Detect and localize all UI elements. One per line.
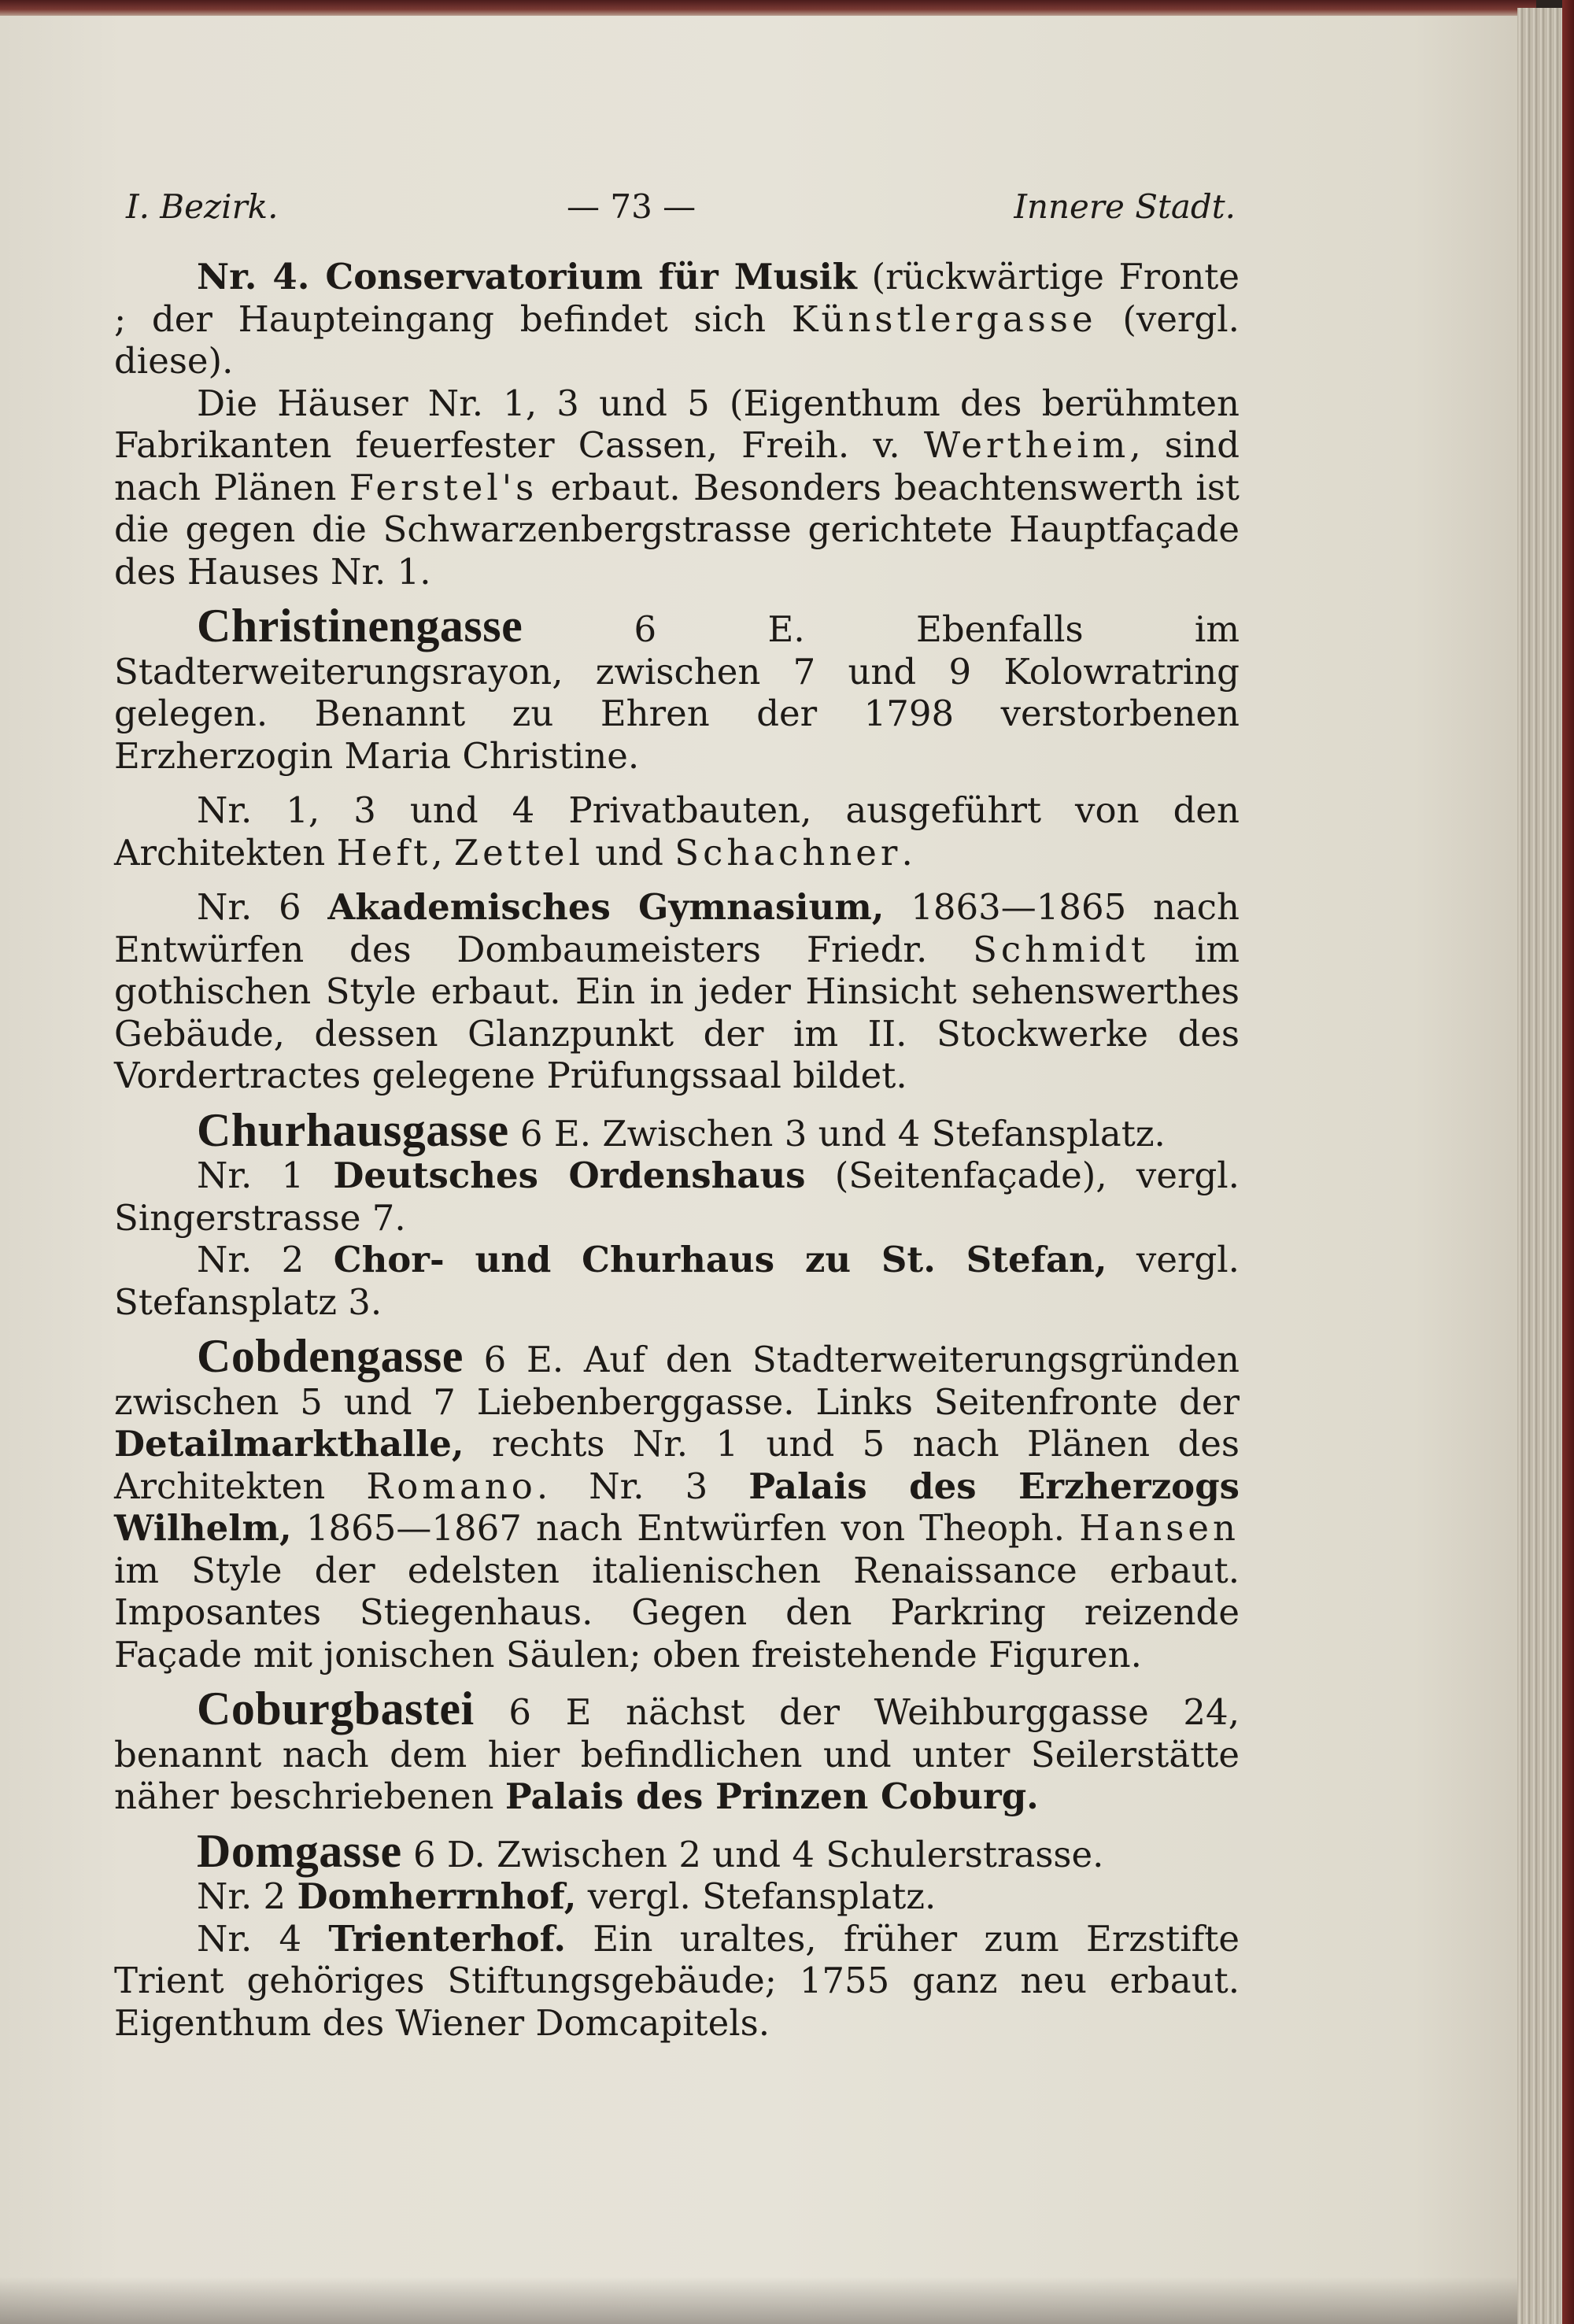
text-segment: vergl. Stefansplatz. <box>576 1875 937 1917</box>
entry-domgasse <box>114 1824 1240 1877</box>
book-binding <box>1562 0 1574 2324</box>
text-segment: Nr. 2 <box>197 1239 334 1280</box>
text-segment: , <box>431 831 454 874</box>
paragraph-akademisches-gymnasium <box>114 886 1240 1097</box>
text-segment: im Style der edelsten italienischen Renaissance erbaut. Imposantes Stiegenhaus. Gegen den Parkring reizende Façade mit jonischen Säulen; oben freistehende Figuren. <box>114 1549 1240 1676</box>
paragraph-haeuser-1-3-5 <box>114 382 1240 593</box>
bold-term: Chor- und Churhaus zu St. Stefan, <box>333 1239 1107 1280</box>
bold-term: Palais des Prinzen Coburg. <box>504 1775 1039 1817</box>
bold-term: Akademisches Gymnasium, <box>327 886 885 928</box>
text-segment: erbaut. Besonders beachtenswerth ist die gegen die Schwarzenbergstrasse gerichtete Hauptfaçade des Hauses Nr. 1. <box>114 466 1240 593</box>
bold-term: Nr. 4. <box>197 256 326 297</box>
text-segment: 6 E. Auf den Stadterweiterungsgründen zwischen 5 und 7 Liebenberggasse. Links Seitenfronte der <box>114 1339 1240 1423</box>
spaced-name: Heft <box>336 831 432 874</box>
text-segment: Nr. 2 <box>197 1875 297 1917</box>
top-cover-edge <box>0 0 1536 16</box>
bold-term: Palais des Erzherzogs Wilhelm, <box>114 1465 1240 1549</box>
entry-christinengasse <box>114 600 1240 777</box>
text-segment: Nr. 1, 3 und 4 Privatbauten, ausgeführt von den Architekten <box>114 789 1240 874</box>
spaced-name: Zettel <box>453 831 584 874</box>
page-number: — 73 — <box>567 187 696 226</box>
text-segment: Nr. 6 <box>197 886 328 928</box>
text-segment: Die Häuser Nr. 1, 3 und 5 (Eigenthum des berühmten Fabrikanten feuerfester Cassen, Freih. v. <box>114 382 1240 466</box>
entry-title: Domgasse <box>197 1824 402 1877</box>
spaced-name: Schmidt <box>973 928 1150 970</box>
entry-title: Cobdengasse <box>197 1330 464 1382</box>
text-segment: Nr. 4 <box>197 1917 329 1960</box>
text-segment: 6 E. Zwischen 3 und 4 Stefansplatz. <box>508 1112 1166 1155</box>
page-body <box>114 256 1240 2044</box>
bottom-shadow <box>0 2277 1536 2324</box>
text-segment: (rückwärtige Fronte ; der Haupteingang befindet sich <box>114 256 1240 340</box>
paragraph-domherrnhof <box>114 1875 1240 1918</box>
entry-title: Coburgbastei <box>197 1683 475 1735</box>
bold-term: Detailmarkthalle, <box>114 1423 464 1465</box>
entry-title: Christinengasse <box>197 600 523 652</box>
spaced-name: Künstlergasse <box>791 297 1097 340</box>
paragraph-deutsches-ordenshaus <box>114 1155 1240 1239</box>
entry-cobdengasse <box>114 1330 1240 1676</box>
entry-churhausgasse <box>114 1103 1240 1156</box>
entry-title: Churhausgasse <box>197 1103 509 1156</box>
text-segment: und <box>583 831 675 874</box>
paragraph-chor-und-churhaus <box>114 1239 1240 1323</box>
paragraph-privatbauten <box>114 789 1240 874</box>
text-segment: rechts Nr. 1 und 5 nach Plänen des Architekten <box>114 1423 1240 1507</box>
spaced-name: Schachner <box>674 831 902 874</box>
text-segment: im gothischen Style erbaut. Ein in jeder Hinsicht sehenswerthes Gebäude, dessen Glanzpunkt der im II. Stockwerke des Vordertractes gelegene Prüfungssaal bildet. <box>114 928 1240 1096</box>
text-segment: vergl. Stefansplatz 3. <box>114 1239 1240 1323</box>
bold-term: Deutsches Ordenshaus <box>333 1155 806 1196</box>
bold-term: Conservatorium für Musik <box>325 256 857 297</box>
text-segment: Ein uraltes, früher zum Erzstifte Trient gehöriges Stiftungsgebäude; 1755 ganz neu erbaut. Eigenthum des Wiener Domcapitels. <box>114 1917 1240 2044</box>
text-segment: 6 E nächst der Weihburggasse 24, benannt nach dem hier befindlichen und unter Seilerstätte näher beschriebenen <box>114 1691 1240 1817</box>
spaced-name: Hansen <box>1079 1507 1240 1549</box>
header-district: I. Bezirk. <box>126 187 279 226</box>
text-segment: 6 D. Zwischen 2 und 4 Schulerstrasse. <box>401 1833 1104 1875</box>
bold-term: Trienterhof. <box>328 1917 567 1960</box>
spaced-name: Romano <box>366 1465 537 1507</box>
paragraph-trienterhof <box>114 1918 1240 2045</box>
running-header <box>126 187 1236 235</box>
text-segment: 1863—1865 nach Entwürfen des Dombaumeisters Friedr. <box>114 886 1240 970</box>
text-segment: (Seitenfaçade), vergl. Singerstrasse 7. <box>114 1155 1240 1239</box>
text-segment: (vergl. diese). <box>114 297 1240 382</box>
spaced-name: Ferstel's <box>349 466 538 508</box>
paragraph-conservatorium <box>114 256 1240 382</box>
text-segment: , sind nach Plänen <box>114 424 1240 508</box>
text-segment: Nr. 1 <box>197 1155 334 1196</box>
text-segment: 6 E. Ebenfalls im Stadterweiterungsrayon, zwischen 7 und 9 Kolowratring gelegen. Benannt zu Ehren der 1798 verstorbenen Erzherzogin Maria Christine. <box>114 608 1240 777</box>
entry-coburgbastei <box>114 1683 1240 1818</box>
text-segment: . <box>901 831 913 874</box>
text-segment: . Nr. 3 <box>536 1465 749 1507</box>
text-segment: 1865—1867 nach Entwürfen von Theoph. <box>291 1507 1080 1549</box>
header-area: Innere Stadt. <box>1014 187 1236 226</box>
bold-term: Domherrnhof, <box>297 1875 577 1917</box>
spaced-name: Wertheim <box>923 424 1130 466</box>
